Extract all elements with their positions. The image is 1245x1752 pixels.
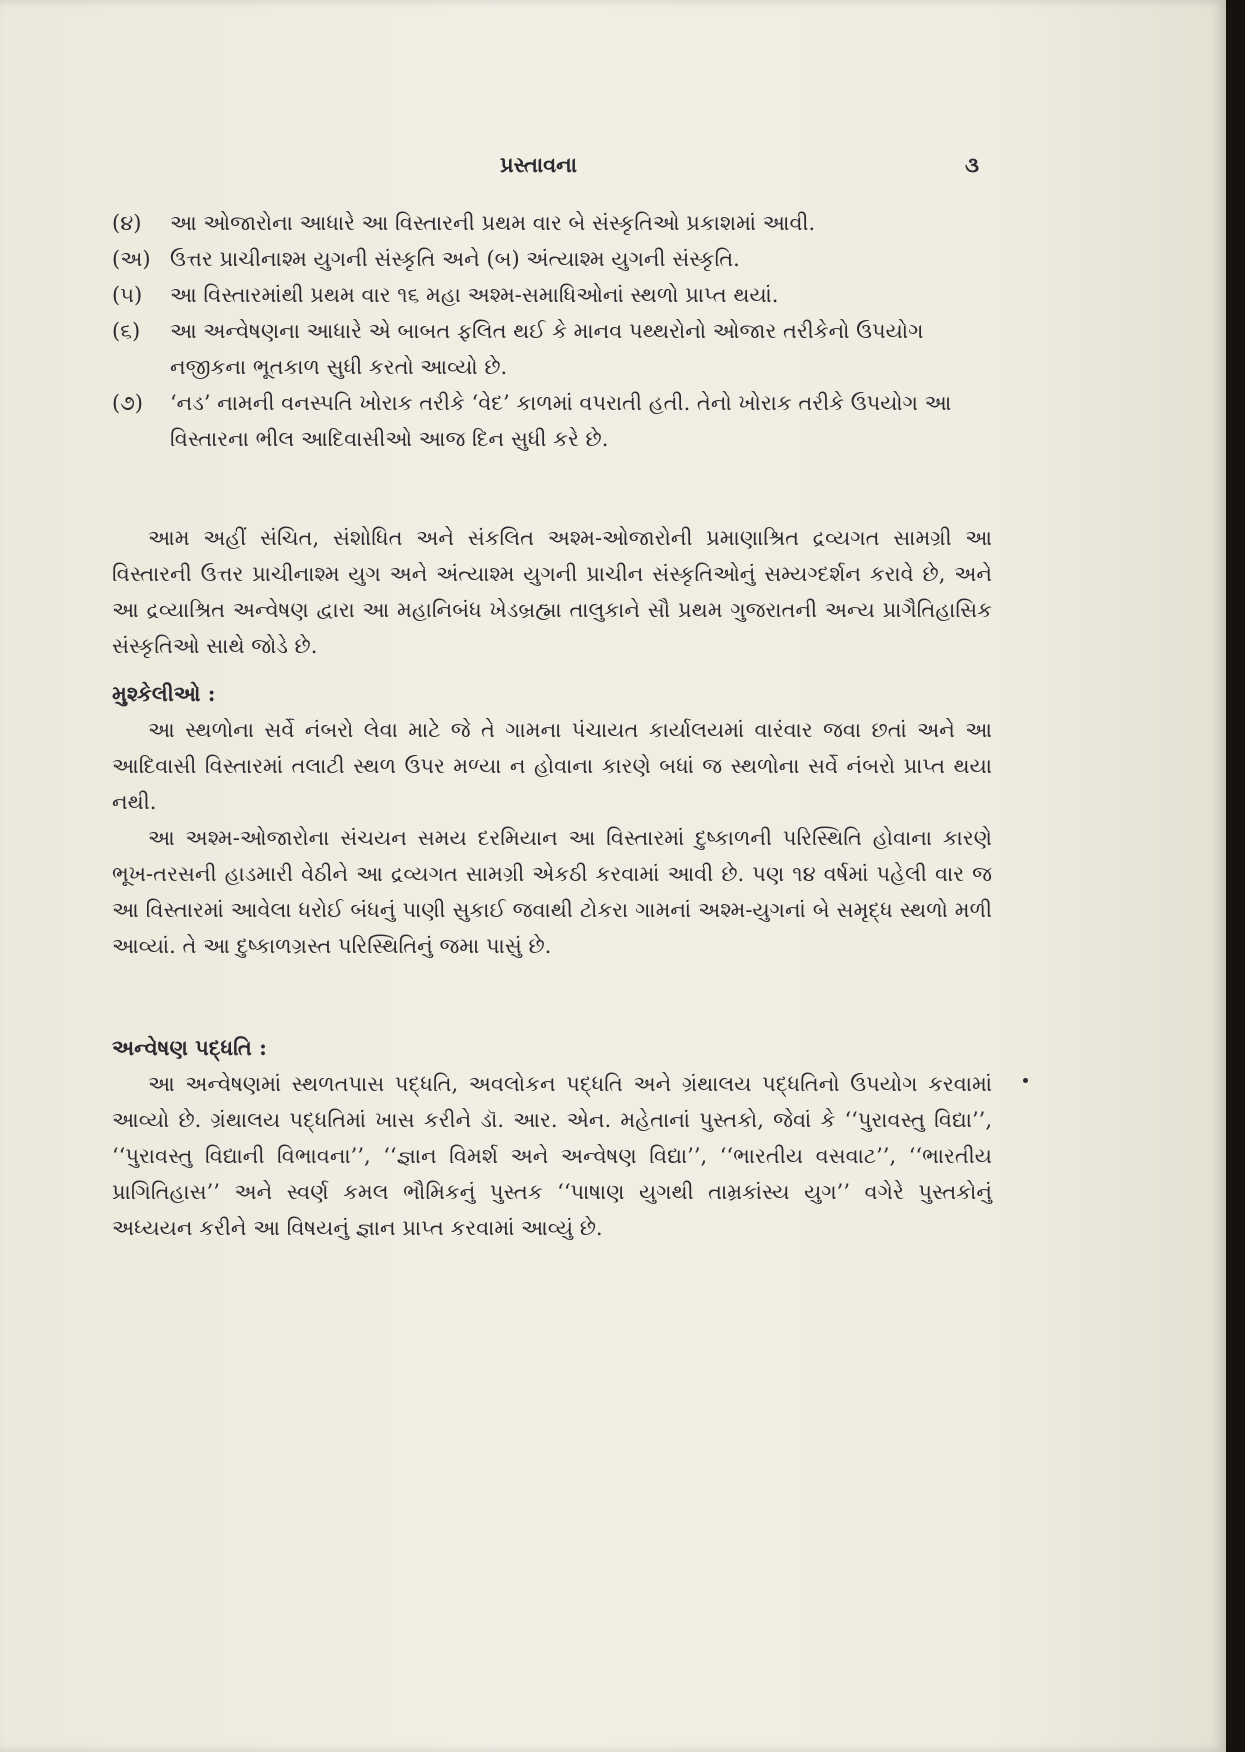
intro-paragraph-block <box>112 520 992 664</box>
list-item-text: આ વિસ્તારમાંથી પ્રથમ વાર ૧૬ મહા અશ્મ-સમાધિઓનાં સ્થળો પ્રાપ્ત થયાં. <box>170 283 779 307</box>
list-item-text: ‘નડ’ નામની વનસ્પતિ ખોરાક તરીકે ‘વેદ’ કાળમાં વપરાતી હતી. તેનો ખોરાક તરીકે ઉપયોગ આ વિસ્તારના ભીલ આદિવાસીઓ આજ દિન સુધી કરે છે. <box>170 391 952 451</box>
list-item-text: આ ઓજારોના આધારે આ વિસ્તારની પ્રથમ વાર બે સંસ્કૃતિઓ પ્રકાશમાં આવી. <box>170 211 816 235</box>
findings-list <box>112 205 992 457</box>
section-heading-difficulties: મુશ્કેલીઓ : <box>112 681 216 706</box>
list-item-number: (૪) <box>112 211 142 235</box>
section-heading-method: અન્વેષણ પદ્ધતિ : <box>112 1035 267 1060</box>
running-header: પ્રસ્તાવના <box>500 152 577 177</box>
difficulties-paragraph: આ અશ્મ-ઓજારોના સંચયન સમય દરમિયાન આ વિસ્તારમાં દુષ્કાળની પરિસ્થિતિ હોવાના કારણે ભૂખ-તરસની હાડમારી વેઠીને આ દ્રવ્યગત સામગ્રી એકઠી કરવામાં આવી છે. પણ ૧૪ વર્ષમાં પહેલી વાર જ આ વિસ્તારમાં આવેલા ધરોઈ બંધનું પાણી સુકાઈ જવાથી ટોકરા ગામનાં અશ્મ-યુગનાં બે સમૃદ્ધ સ્થળો મળી આવ્યાં. તે આ દુષ્કાળગ્રસ્ત પરિસ્થિતિનું જમા પાસું છે. <box>112 826 992 958</box>
list-item <box>112 241 992 277</box>
list-item-number: (૫) <box>112 283 143 307</box>
stray-mark <box>1023 1078 1028 1083</box>
section-method <box>112 1030 992 1246</box>
intro-paragraph: આમ અહીં સંચિત, સંશોધિત અને સંકલિત અશ્મ-ઓજારોની પ્રમાણાશ્રિત દ્રવ્યગત સામગ્રી આ વિસ્તારની ઉત્તર પ્રાચીનાશ્મ યુગ અને અંત્યાશ્મ યુગની પ્રાચીન સંસ્કૃતિઓનું સમ્યગ્દર્શન કરાવે છે, અને આ દ્રવ્યાશ્રિત અન્વેષણ દ્વારા આ મહાનિબંધ ખેડબ્રહ્મા તાલુકાને સૌ પ્રથમ ગુજરાતની અન્ય પ્રાગૈતિહાસિક સંસ્કૃતિઓ સાથે જોડે છે. <box>112 526 992 658</box>
list-item-number: (૭) <box>112 391 143 415</box>
difficulties-paragraph: આ સ્થળોના સર્વે નંબરો લેવા માટે જે તે ગામના પંચાયત કાર્યાલયમાં વારંવાર જવા છતાં અને આ આદિવાસી વિસ્તારમાં તલાટી સ્થળ ઉપર મળ્યા ન હોવાના કારણે બધાં જ સ્થળોના સર્વે નંબરો પ્રાપ્ત થયા નથી. <box>112 718 992 814</box>
list-item-number: (અ) <box>112 247 151 271</box>
list-item-text: ઉત્તર પ્રાચીનાશ્મ યુગની સંસ્કૃતિ અને (બ) અંત્યાશ્મ યુગની સંસ્કૃતિ. <box>170 247 740 271</box>
list-item <box>112 385 992 457</box>
page-number: ૩ <box>965 152 979 177</box>
method-paragraph: આ અન્વેષણમાં સ્થળતપાસ પદ્ધતિ, અવલોકન પદ્ધતિ અને ગ્રંથાલય પદ્ધતિનો ઉપયોગ કરવામાં આવ્યો છે. ગ્રંથાલય પદ્ધતિમાં ખાસ કરીને ડૉ. આર. એન. મહેતાનાં પુસ્તકો, જેવાં કે ‘‘પુરાવસ્તુ વિદ્યા’’, ‘‘પુરાવસ્તુ વિદ્યાની વિભાવના’’, ‘‘જ્ઞાન વિમર્શ અને અન્વેષણ વિદ્યા’’, ‘‘ભારતીય વસવાટ’’, ‘‘ભારતીય પ્રાગિતિહાસ’’ અને સ્વર્ણ કમલ ભૌમિકનું પુસ્તક ‘‘પાષાણ યુગથી તામ્રકાંસ્ય યુગ’’ વગેરે પુસ્તકોનું અધ્યયન કરીને આ વિષયનું જ્ઞાન પ્રાપ્ત કરવામાં આવ્યું છે. <box>112 1072 992 1240</box>
list-item-text: આ અન્વેષણના આધારે એ બાબત ફલિત થઈ કે માનવ પથ્થરોનો ઓજાર તરીકેનો ઉપયોગ નજીકના ભૂતકાળ સુધી કરતો આવ્યો છે. <box>170 319 924 379</box>
list-item-number: (૬) <box>112 319 141 343</box>
list-item <box>112 277 992 313</box>
page-edge <box>1226 0 1245 1752</box>
section-difficulties <box>112 676 992 964</box>
list-item <box>112 313 992 385</box>
list-item <box>112 205 992 241</box>
